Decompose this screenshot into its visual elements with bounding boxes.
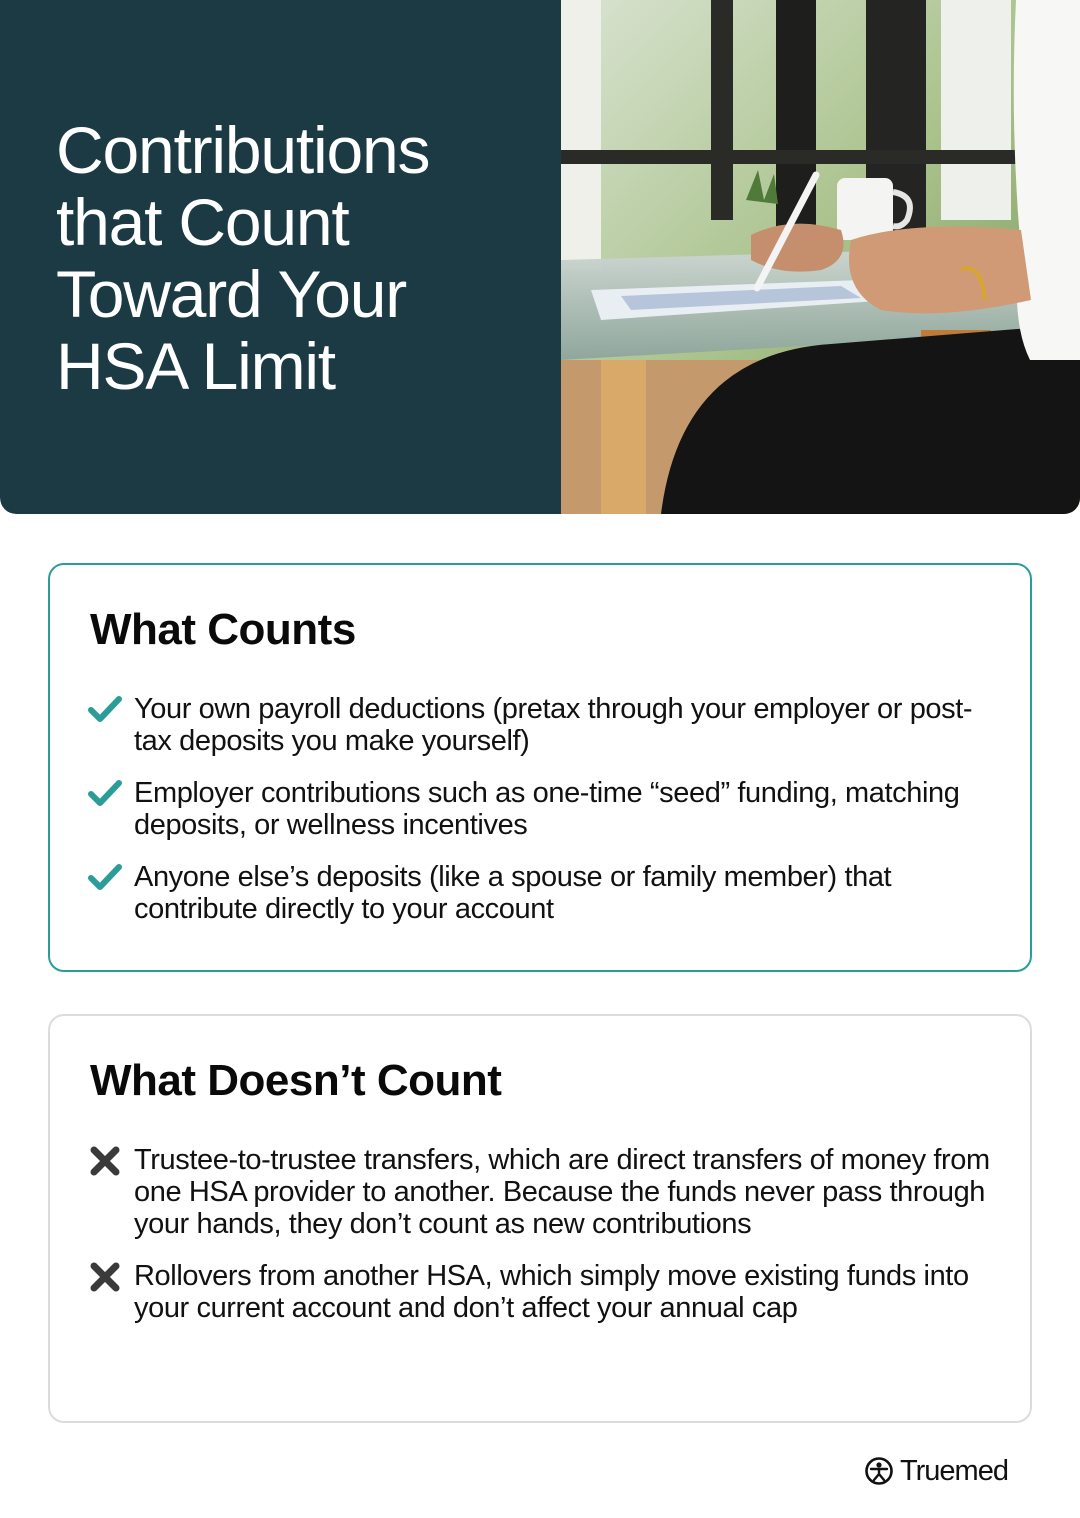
photo-of-person-writing-at-desk (561, 0, 1080, 514)
list-item (88, 1144, 1000, 1240)
list-item-text: Trustee-to-trustee transfers, which are direct transfers of money from one HSA provider to another. Because the funds never pass through your hands, they don’t count as new contributions (134, 1144, 990, 1240)
what-counts-title: What Counts (90, 605, 356, 654)
hero-text-panel (0, 0, 561, 514)
check-icon (88, 779, 122, 809)
what-counts-list (88, 693, 1000, 945)
hero-banner (0, 0, 1080, 514)
x-icon (88, 1146, 122, 1176)
list-item (88, 1260, 1000, 1324)
list-item (88, 777, 1000, 841)
what-doesnt-count-list (88, 1144, 1000, 1344)
brand-name: Truemed (900, 1454, 1008, 1487)
list-item-text: Your own payroll deductions (pretax through your employer or post-tax deposits you make yourself) (134, 693, 973, 757)
list-item (88, 861, 1000, 925)
check-icon (88, 863, 122, 893)
hero-photo (561, 0, 1080, 514)
brand-logo (864, 1454, 1008, 1488)
page-title: Contributions that Count Toward Your HSA Limit (56, 113, 430, 403)
what-doesnt-count-card (48, 1014, 1032, 1423)
list-item-text: Employer contributions such as one-time “seed” funding, matching deposits, or wellness incentives (134, 777, 960, 841)
x-icon (88, 1262, 122, 1292)
list-item (88, 693, 1000, 757)
what-counts-card (48, 563, 1032, 972)
list-item-text: Rollovers from another HSA, which simply move existing funds into your current account and don’t affect your annual cap (134, 1260, 969, 1324)
truemed-logo-icon (864, 1456, 894, 1486)
list-item-text: Anyone else’s deposits (like a spouse or family member) that contribute directly to your account (134, 861, 892, 925)
check-icon (88, 695, 122, 725)
what-doesnt-count-title: What Doesn’t Count (90, 1056, 502, 1105)
